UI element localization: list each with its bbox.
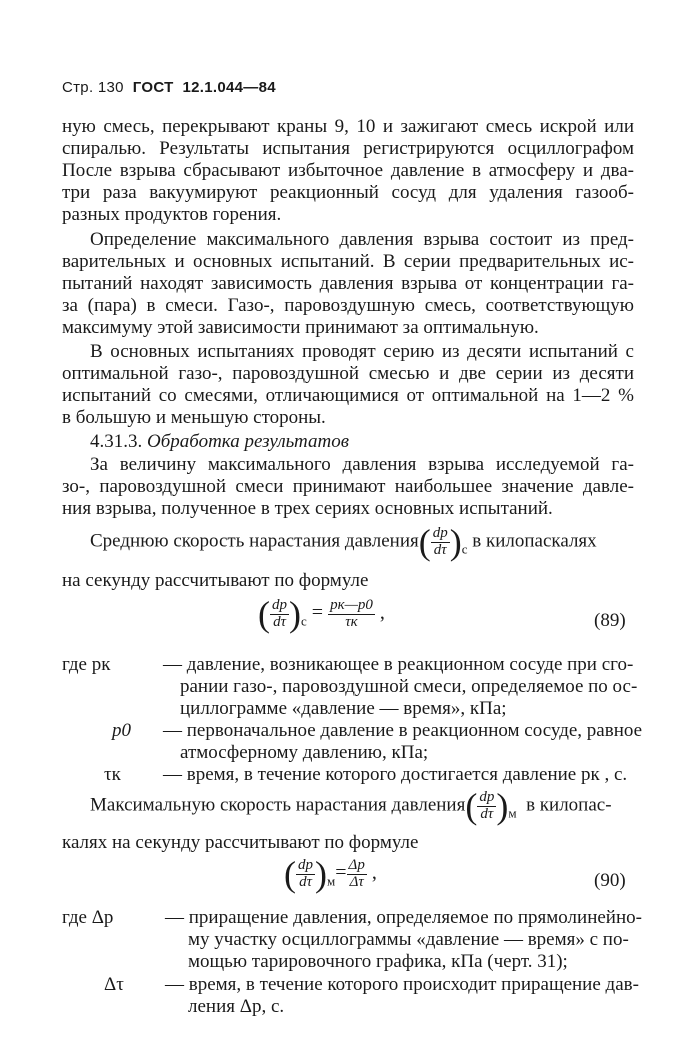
numerator: dp [298, 856, 313, 873]
subscript: м [327, 873, 336, 889]
avg-rate-intro: Среднюю скорость нарастания давления( $\frac{dp}{d\tau}$ )$_с$ в килопаскалях [90, 522, 597, 562]
denominator: τк [345, 613, 358, 630]
text-line: за (пара) в смеси. Газо-, паровоздушную смесь, соответствующую [62, 295, 634, 316]
text-line: За величину максимального давления взрыва исследуемой га- [90, 454, 634, 475]
text-line: три раза вакуумируют реакционный сосуд для удаления газооб- [62, 182, 634, 203]
numerator: Δp [348, 856, 365, 873]
text-line: в большую и меньшую стороны. [62, 407, 326, 428]
definition-line: ления Δp, с. [188, 996, 285, 1017]
equation-number: (89) [594, 610, 626, 631]
numerator: dp [272, 596, 287, 613]
text-line: варительных и основных испытаний. В серии предварительных ис- [62, 251, 634, 272]
section-number: 4.31.3. [90, 431, 143, 452]
text-fragment: в килопас- [526, 794, 612, 816]
fraction [270, 598, 289, 631]
text-line: испытаний со смесями, отличающимися от оптимальной на 1—2 % [62, 385, 634, 406]
text-line: пытаний находят зависимость давления взрыва от концентрации га- [62, 273, 634, 294]
text-fragment: Максимальную скорость нарастания давления [90, 794, 466, 816]
text-line: ную смесь, перекрывают краны 9, 10 и зажигают смесь искрой или [62, 116, 634, 137]
text-line: зо-, паровоздушной смеси принимают наибольшее значение давле- [62, 476, 634, 497]
section-heading [90, 432, 349, 453]
text-line: спиралью. Результаты испытания регистрируются осциллографом [62, 138, 634, 159]
denominator: dτ [433, 541, 447, 558]
numerator: dp [432, 524, 448, 541]
definition-line: — время, в течение которого происходит приращение дав- [165, 974, 639, 995]
fraction [328, 598, 375, 631]
definition-symbol: где Δp [62, 907, 114, 928]
subscript: с [461, 541, 468, 557]
text-fragment: в килопаскалях [472, 530, 597, 552]
page-header [62, 80, 276, 97]
fraction [477, 790, 496, 823]
definition-line: мощью тарировочного графика, кПа (черт. 31); [188, 951, 568, 972]
numerator: pк—p0 [330, 596, 373, 613]
fraction [296, 858, 315, 891]
section-title: Обработка результатов [147, 431, 349, 452]
text-line: ния взрыва, полученное в трех сериях основных испытаний. [62, 498, 553, 519]
subscript: м [508, 805, 517, 821]
subscript: с [301, 613, 307, 629]
definition-line: рании газо-, паровоздушной смеси, определяемое по ос- [180, 676, 638, 697]
definition-line: — давление, возникающее в реакционном сосуде при сго- [163, 654, 634, 675]
text-line: оптимальной газо-, паровоздушной смесью и две серии из десяти [62, 363, 634, 384]
definition-line: му участку осциллограммы «давление — время» с по- [188, 929, 629, 950]
numerator: dp [479, 788, 495, 805]
fraction [347, 858, 367, 891]
page-number: Стр. 130 [62, 79, 124, 96]
denominator: dτ [480, 805, 494, 822]
standard-label: ГОСТ [132, 79, 174, 96]
definition-symbol: τк [104, 764, 121, 785]
definition-symbol: p0 [112, 720, 131, 741]
equation-90: ( $\frac{dp}{d\tau}$ )$_м=$ $\frac{\Delta p}{\Delta\tau}$ , [284, 854, 377, 894]
definition-line: — приращение давления, определяемое по прямолинейно- [165, 907, 642, 928]
definition-symbol: Δτ [104, 974, 124, 995]
equation-89: ( $\frac{dp}{d\tau}$ )$_с$ = $\frac{pк—p0}{\tau к}$ , [258, 594, 385, 634]
definition-line: — время, в течение которого достигается давление pк , с. [163, 764, 628, 785]
text-line: максимуму этой зависимости принимают за оптимальную. [62, 317, 539, 338]
text-line: калях на секунду рассчитывают по формуле [62, 832, 419, 853]
text-line: Определение максимального давления взрыва состоит из пред- [90, 229, 634, 250]
text-fragment: Среднюю скорость нарастания давления [90, 530, 419, 552]
equation-number: (90) [594, 870, 626, 891]
denominator: dτ [299, 873, 312, 890]
definition-line: — первоначальное давление в реакционном сосуде, равное [163, 720, 643, 741]
definition-line: циллограмме «давление — время», кПа; [180, 698, 507, 719]
denominator: dτ [273, 613, 286, 630]
definition-line: атмосферному давлению, кПа; [180, 742, 429, 763]
text-line: В основных испытаниях проводят серию из десяти испытаний с [90, 341, 634, 362]
definition-symbol: где pк [62, 654, 111, 675]
fraction [431, 526, 450, 559]
standard-number: 12.1.044—84 [182, 79, 276, 96]
text-line: разных продуктов горения. [62, 204, 282, 225]
text-line: на секунду рассчитывают по формуле [62, 570, 369, 591]
text-line: После взрыва сбрасывают избыточное давление в атмосферу и два- [62, 160, 634, 181]
denominator: Δτ [349, 873, 364, 890]
max-rate-intro: Максимальную скорость нарастания давления( $\frac{dp}{d\tau}$ )$_м$ в килопас- [90, 786, 612, 826]
